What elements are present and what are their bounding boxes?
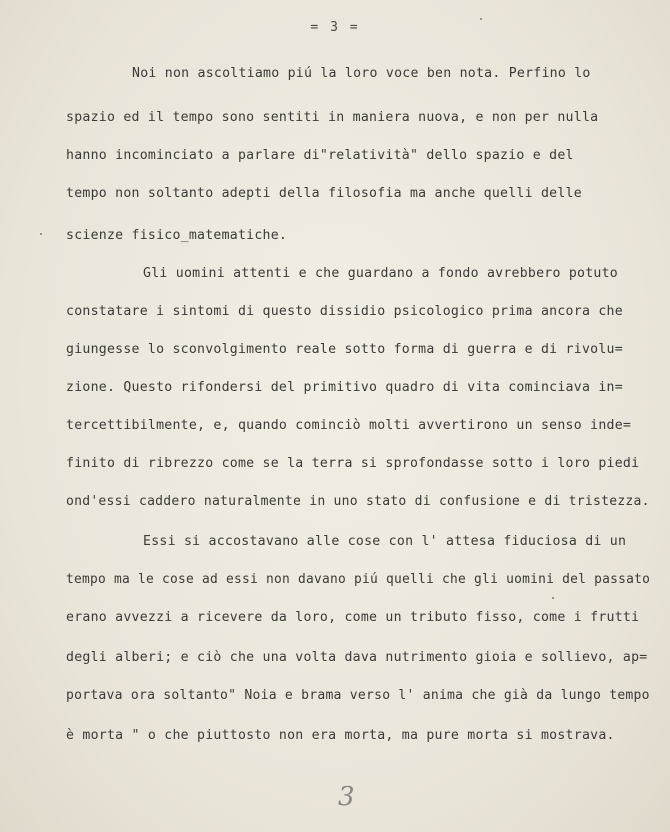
text-line: degli alberi; e ciò che una volta dava nutrimento gioia e sollievo, ap= [66,650,648,665]
ink-speck [480,18,482,20]
text-line: portava ora soltanto" Noia e brama verso l' anima che già da lungo tempo [66,688,650,703]
text-line: tempo non soltanto adepti della filosofia ma anche quelli delle [66,186,582,201]
page-number: = 3 = [310,20,360,35]
ink-speck [552,597,554,599]
text-line: è morta " o che piuttosto non era morta, ma pure morta si mostrava. [66,728,615,743]
text-line: ond'essi caddero naturalmente in uno stato di confusione e di tristezza. [66,494,650,509]
text-line: scienze fisico_matematiche. [66,228,288,243]
text-line: tercettibilmente, e, quando cominciò molti avvertirono un senso inde= [66,418,632,433]
text-line: zione. Questo rifondersi del primitivo quadro di vita cominciava in= [66,380,623,395]
text-line: Gli uomini attenti e che guardano a fondo avrebbero potuto [143,266,618,281]
text-line: giungesse lo sconvolgimento reale sotto forma di guerra e di rivolu= [66,342,623,357]
text-line: spazio ed il tempo sono sentiti in maniera nuova, e non per nulla [66,110,599,125]
text-line: Essi si accostavano alle cose con l' attesa fiduciosa di un [143,534,627,549]
handwritten-page-mark: 3 [338,782,355,812]
text-line: tempo ma le cose ad essi non davano piú quelli che gli uomini del passato [66,572,651,587]
text-line: erano avvezzi a ricevere da loro, come un tributo fisso, come i frutti [66,610,640,625]
text-line: hanno incominciato a parlare di"relatività" dello spazio e del [66,148,574,163]
text-line: finito di ribrezzo come se la terra si sprofondasse sotto i loro piedi [66,456,640,471]
text-line: constatare i sintomi di questo dissidio psicologico prima ancora che [66,304,623,319]
ink-speck [40,233,42,235]
text-line: Noi non ascoltiamo piú la loro voce ben nota. Perfino lo [132,66,591,81]
